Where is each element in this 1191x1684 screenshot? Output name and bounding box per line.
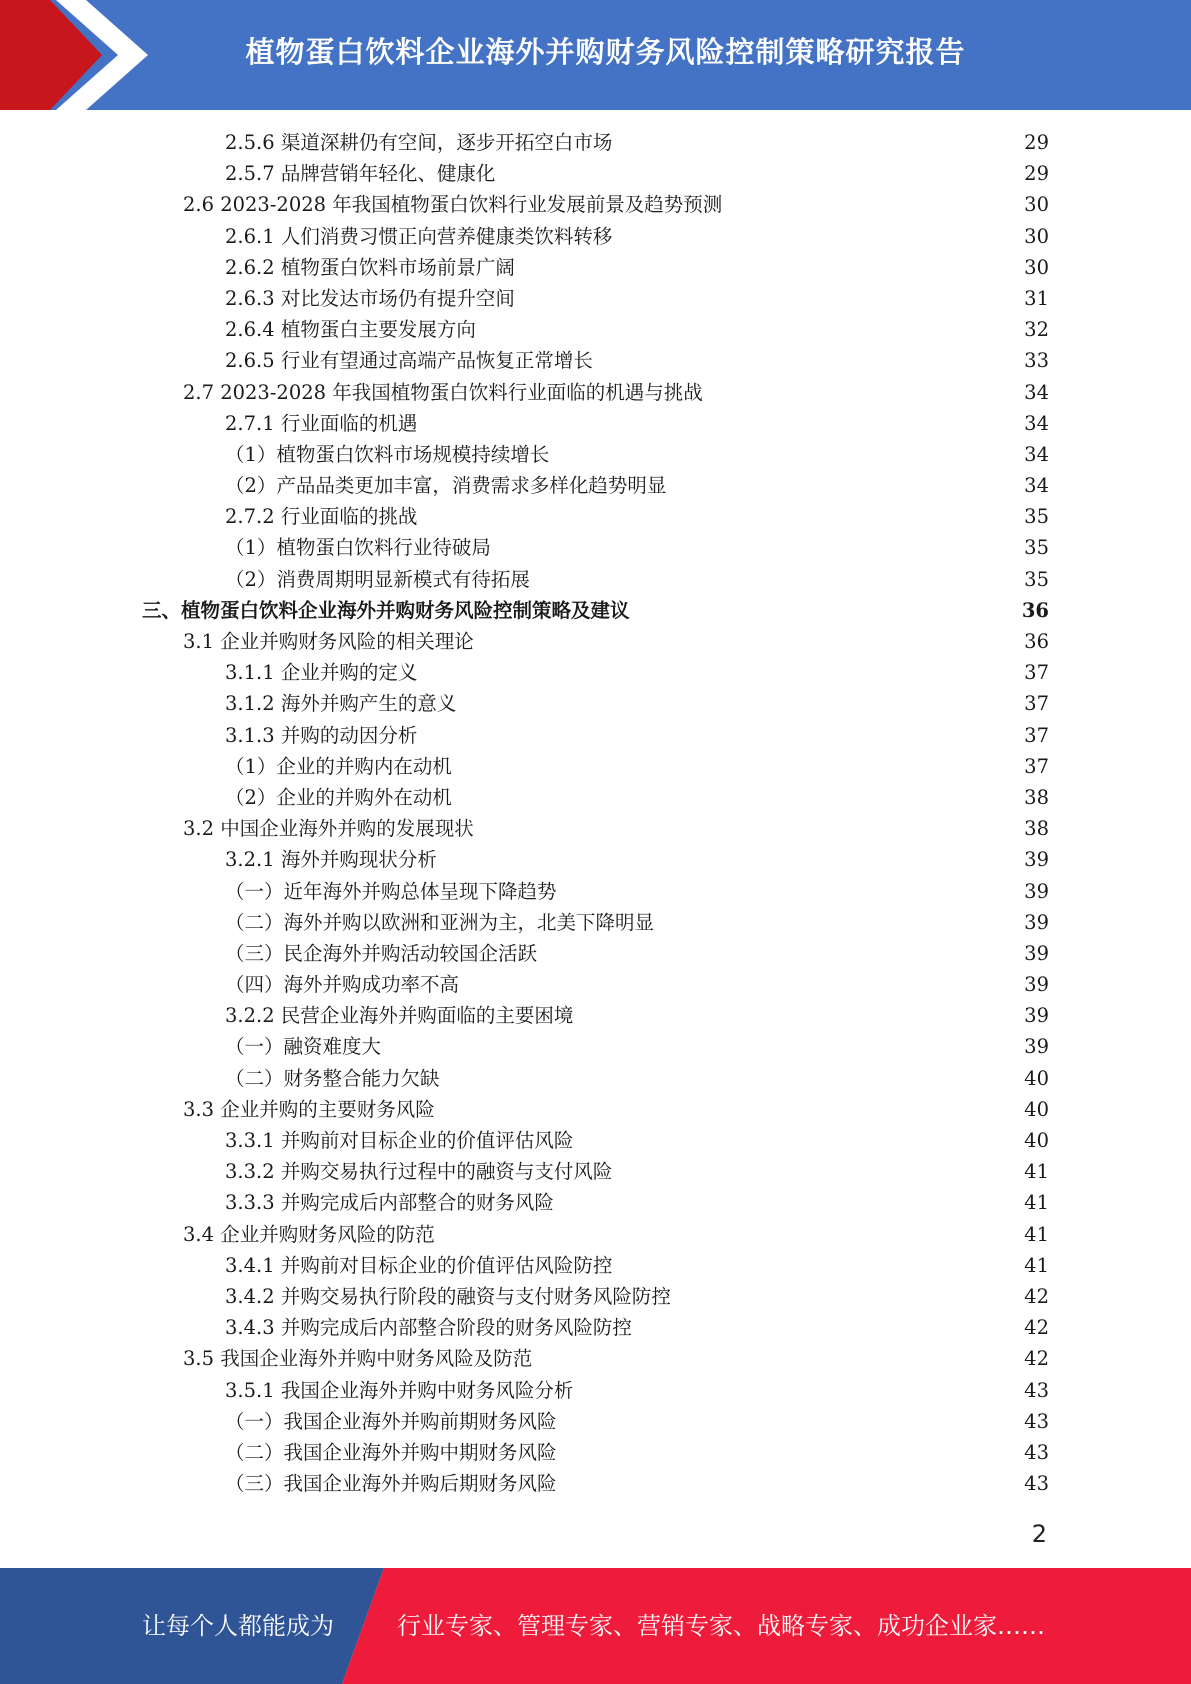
toc-dot-leader	[454, 788, 1001, 804]
page-header	[0, 0, 1191, 110]
toc-entry-page: 31	[1024, 286, 1049, 310]
toc-dot-leader	[614, 1163, 1001, 1179]
toc-entry[interactable]	[0, 876, 1191, 907]
toc-entry-title: 3.3 企业并购的主要财务风险	[183, 1097, 435, 1121]
toc-entry-page: 37	[1024, 661, 1049, 685]
toc-dot-leader	[559, 1443, 1001, 1459]
table-of-contents	[0, 127, 1191, 1499]
toc-entry[interactable]	[0, 1312, 1191, 1343]
toc-entry[interactable]	[0, 1468, 1191, 1499]
toc-entry-page: 41	[1024, 1160, 1049, 1184]
toc-entry[interactable]	[0, 1156, 1191, 1187]
toc-entry-page: 37	[1024, 754, 1049, 778]
toc-entry-title: 2.6.4 植物蛋白主要发展方向	[225, 318, 476, 342]
toc-entry-title: （2）产品品类更加丰富，消费需求多样化趋势明显	[225, 474, 667, 498]
toc-entry-page: 35	[1024, 567, 1049, 591]
toc-entry[interactable]	[0, 1094, 1191, 1125]
toc-entry-title: 2.6.2 植物蛋白饮料市场前景广阔	[225, 255, 515, 279]
toc-entry-title: 2.7.2 行业面临的挑战	[225, 505, 418, 529]
toc-dot-leader	[476, 632, 1001, 648]
toc-entry[interactable]	[0, 844, 1191, 875]
toc-entry[interactable]	[0, 1281, 1191, 1312]
toc-dot-leader	[454, 757, 1001, 773]
toc-entry-title: 3.3.1 并购前对目标企业的价值评估风险	[225, 1129, 574, 1152]
toc-entry[interactable]	[0, 252, 1191, 283]
toc-dot-leader	[419, 508, 1001, 524]
toc-entry-page: 33	[1024, 349, 1049, 373]
toc-entry-page: 39	[1024, 973, 1049, 997]
toc-entry[interactable]	[0, 813, 1191, 844]
page-number: 2	[1031, 1520, 1047, 1548]
toc-entry-title: 2.6.1 人们消费习惯正向营养健康类饮料转移	[225, 224, 613, 248]
toc-entry-title: 2.5.7 品牌营销年轻化、健康化	[225, 162, 496, 186]
toc-entry[interactable]	[0, 688, 1191, 719]
toc-entry-page: 39	[1024, 848, 1049, 872]
toc-entry-title: 3.5.1 我国企业海外并购中财务风险分析	[225, 1378, 574, 1402]
toc-entry-title: （1）植物蛋白饮料行业待破局	[225, 536, 491, 560]
toc-entry[interactable]	[0, 1343, 1191, 1374]
toc-entry[interactable]	[0, 626, 1191, 657]
toc-dot-leader	[559, 1474, 1001, 1490]
toc-entry[interactable]	[0, 314, 1191, 345]
toc-dot-leader	[383, 1038, 1001, 1054]
toc-entry-page: 39	[1024, 1004, 1049, 1028]
toc-dot-leader	[419, 664, 1001, 680]
toc-dot-leader	[437, 1225, 1001, 1241]
toc-entry-page: 35	[1024, 505, 1049, 529]
toc-entry-page: 34	[1024, 411, 1049, 435]
toc-entry-page: 40	[1024, 1097, 1049, 1121]
toc-entry-title: （一）融资难度大	[225, 1035, 382, 1059]
toc-entry-title: （三）我国企业海外并购后期财务风险	[225, 1472, 557, 1496]
toc-entry[interactable]	[0, 221, 1191, 252]
toc-entry-title: 2.6.5 行业有望通过高端产品恢复正常增长	[225, 349, 593, 373]
toc-entry[interactable]	[0, 283, 1191, 314]
toc-entry-title: （一）我国企业海外并购前期财务风险	[225, 1409, 557, 1433]
toc-entry-page: 30	[1024, 224, 1049, 248]
toc-entry-page: 40	[1024, 1129, 1049, 1152]
toc-dot-leader	[595, 352, 1001, 368]
toc-entry[interactable]	[0, 564, 1191, 595]
toc-entry-title: （四）海外并购成功率不高	[225, 973, 460, 997]
toc-entry-title: （1）植物蛋白饮料市场规模持续增长	[225, 442, 550, 466]
toc-entry[interactable]	[0, 345, 1191, 376]
toc-entry-title: 3.1.3 并购的动因分析	[225, 723, 418, 747]
toc-dot-leader	[532, 570, 1001, 586]
toc-entry[interactable]	[0, 1219, 1191, 1250]
toc-entry-title: 3.1.1 企业并购的定义	[225, 661, 418, 685]
toc-dot-leader	[534, 1350, 1001, 1366]
toc-entry-page: 39	[1024, 910, 1049, 934]
toc-dot-leader	[419, 726, 1001, 742]
toc-entry[interactable]	[0, 657, 1191, 688]
toc-dot-leader	[476, 820, 1001, 836]
toc-entry-page: 34	[1024, 474, 1049, 498]
toc-entry[interactable]	[0, 1250, 1191, 1281]
toc-entry[interactable]	[0, 969, 1191, 1000]
toc-entry-title: 2.5.6 渠道深耕仍有空间，逐步开拓空白市场	[225, 131, 613, 154]
toc-entry[interactable]	[0, 1437, 1191, 1468]
toc-dot-leader	[551, 445, 1001, 461]
toc-entry-page: 38	[1024, 785, 1049, 809]
toc-entry-page: 34	[1024, 442, 1049, 466]
toc-dot-leader	[439, 851, 1001, 867]
toc-entry-title: 三、植物蛋白饮料企业海外并购财务风险控制策略及建议	[142, 598, 630, 622]
toc-entry-page: 43	[1024, 1409, 1049, 1433]
toc-entry-page: 36	[1021, 598, 1049, 622]
toc-entry-page: 35	[1024, 536, 1049, 560]
toc-dot-leader	[575, 1381, 1001, 1397]
header-arrow-decoration	[0, 0, 160, 110]
toc-entry-title: 3.4.3 并购完成后内部整合阶段的财务风险防控	[225, 1316, 632, 1340]
toc-dot-leader	[493, 539, 1001, 555]
toc-entry-title: （2）企业的并购外在动机	[225, 785, 452, 809]
toc-entry-title: （三）民企海外并购活动较国企活跃	[225, 941, 538, 965]
page-footer	[0, 1568, 1191, 1684]
toc-entry-title: （二）海外并购以欧洲和亚洲为主，北美下降明显	[225, 910, 655, 934]
toc-entry-page: 42	[1024, 1284, 1049, 1308]
toc-entry[interactable]	[0, 439, 1191, 470]
toc-entry-page: 39	[1024, 941, 1049, 965]
toc-entry-title: 3.1.2 海外并购产生的意义	[225, 692, 457, 716]
toc-entry-page: 29	[1024, 162, 1049, 186]
toc-dot-leader	[575, 1007, 1001, 1023]
toc-entry-page: 32	[1024, 318, 1049, 342]
toc-dot-leader	[559, 882, 1001, 898]
toc-entry[interactable]	[0, 1000, 1191, 1031]
toc-entry-page: 42	[1024, 1316, 1049, 1340]
toc-dot-leader	[634, 1319, 1001, 1335]
toc-entry[interactable]	[0, 408, 1191, 439]
toc-entry-page: 30	[1024, 193, 1049, 217]
toc-entry-title: （1）企业的并购内在动机	[225, 754, 452, 778]
toc-entry[interactable]	[0, 1031, 1191, 1062]
toc-dot-leader	[497, 165, 1001, 181]
toc-dot-leader	[461, 975, 1001, 991]
toc-entry-page: 41	[1024, 1191, 1049, 1215]
toc-dot-leader	[437, 1100, 1001, 1116]
toc-entry-title: 3.2.1 海外并购现状分析	[225, 848, 437, 872]
toc-dot-leader	[442, 1069, 1001, 1085]
toc-entry[interactable]	[0, 127, 1191, 158]
toc-entry-title: 3.3.2 并购交易执行过程中的融资与支付风险	[225, 1160, 613, 1184]
toc-dot-leader	[419, 414, 1001, 430]
toc-entry[interactable]	[0, 377, 1191, 408]
toc-dot-leader	[614, 1256, 1001, 1272]
toc-entry-title: 2.6 2023-2028 年我国植物蛋白饮料行业发展前景及趋势预测	[183, 193, 723, 217]
toc-dot-leader	[724, 196, 1001, 212]
toc-entry-title: （二）我国企业海外并购中期财务风险	[225, 1440, 557, 1464]
toc-entry[interactable]	[0, 938, 1191, 969]
toc-entry-title: 3.4.2 并购交易执行阶段的融资与支付财务风险防控	[225, 1284, 671, 1308]
toc-entry[interactable]	[0, 1063, 1191, 1094]
footer-slogan-left: 让每个人都能成为	[142, 1612, 334, 1640]
toc-entry[interactable]	[0, 751, 1191, 782]
toc-entry[interactable]	[0, 532, 1191, 563]
toc-dot-leader	[556, 1194, 1001, 1210]
toc-entry[interactable]	[0, 907, 1191, 938]
toc-entry-page: 41	[1024, 1222, 1049, 1246]
toc-entry-page: 39	[1024, 1035, 1049, 1059]
toc-entry[interactable]	[0, 1187, 1191, 1218]
toc-entry-title: 3.2 中国企业海外并购的发展现状	[183, 817, 474, 841]
toc-entry-page: 37	[1024, 692, 1049, 716]
toc-entry-page: 34	[1024, 380, 1049, 404]
toc-entry-title: 2.7 2023-2028 年我国植物蛋白饮料行业面临的机遇与挑战	[183, 380, 703, 404]
toc-entry-page: 39	[1024, 879, 1049, 903]
toc-entry[interactable]	[0, 1406, 1191, 1437]
toc-entry-page: 29	[1024, 131, 1049, 154]
toc-dot-leader	[632, 601, 1001, 617]
report-title: 植物蛋白饮料企业海外并购财务风险控制策略研究报告	[245, 34, 966, 69]
toc-dot-leader	[673, 1287, 1001, 1303]
toc-entry-page: 36	[1024, 630, 1049, 653]
toc-entry-page: 43	[1024, 1472, 1049, 1496]
toc-dot-leader	[517, 289, 1001, 305]
footer-slogan-right: 行业专家、管理专家、营销专家、战略专家、成功企业家……	[397, 1612, 1045, 1640]
toc-entry-title: （一）近年海外并购总体呈现下降趋势	[225, 879, 557, 903]
toc-dot-leader	[656, 913, 1001, 929]
toc-dot-leader	[614, 227, 1001, 243]
toc-entry-page: 38	[1024, 817, 1049, 841]
toc-entry-page: 43	[1024, 1440, 1049, 1464]
toc-dot-leader	[478, 321, 1001, 337]
toc-entry[interactable]	[0, 470, 1191, 501]
toc-entry-page: 42	[1024, 1347, 1049, 1371]
toc-entry-title: 2.7.1 行业面临的机遇	[225, 411, 418, 435]
toc-entry[interactable]	[0, 189, 1191, 220]
toc-entry[interactable]	[0, 501, 1191, 532]
toc-entry[interactable]	[0, 1125, 1191, 1156]
toc-entry[interactable]	[0, 158, 1191, 189]
toc-entry-title: （二）财务整合能力欠缺	[225, 1066, 440, 1090]
toc-dot-leader	[517, 258, 1001, 274]
toc-entry-title: 3.5 我国企业海外并购中财务风险及防范	[183, 1347, 533, 1371]
toc-entry[interactable]	[0, 720, 1191, 751]
toc-entry-page: 41	[1024, 1253, 1049, 1277]
toc-dot-leader	[458, 695, 1001, 711]
toc-entry-title: 3.1 企业并购财务风险的相关理论	[183, 630, 474, 653]
toc-dot-leader	[614, 133, 1001, 149]
toc-entry-page: 43	[1024, 1378, 1049, 1402]
toc-dot-leader	[668, 476, 1001, 492]
toc-dot-leader	[705, 383, 1001, 399]
toc-entry-page: 30	[1024, 255, 1049, 279]
toc-entry-title: 3.4.1 并购前对目标企业的价值评估风险防控	[225, 1253, 613, 1277]
toc-entry-title: 2.6.3 对比发达市场仍有提升空间	[225, 286, 515, 310]
toc-entry[interactable]	[0, 595, 1191, 626]
toc-entry-title: 3.4 企业并购财务风险的防范	[183, 1222, 435, 1246]
toc-entry[interactable]	[0, 782, 1191, 813]
toc-entry-title: （2）消费周期明显新模式有待拓展	[225, 567, 530, 591]
toc-dot-leader	[559, 1412, 1001, 1428]
toc-entry-page: 37	[1024, 723, 1049, 747]
toc-dot-leader	[575, 1131, 1001, 1147]
toc-entry-title: 3.3.3 并购完成后内部整合的财务风险	[225, 1191, 554, 1215]
toc-entry[interactable]	[0, 1375, 1191, 1406]
toc-dot-leader	[539, 944, 1001, 960]
toc-entry-title: 3.2.2 民营企业海外并购面临的主要困境	[225, 1004, 574, 1028]
toc-entry-page: 40	[1024, 1066, 1049, 1090]
